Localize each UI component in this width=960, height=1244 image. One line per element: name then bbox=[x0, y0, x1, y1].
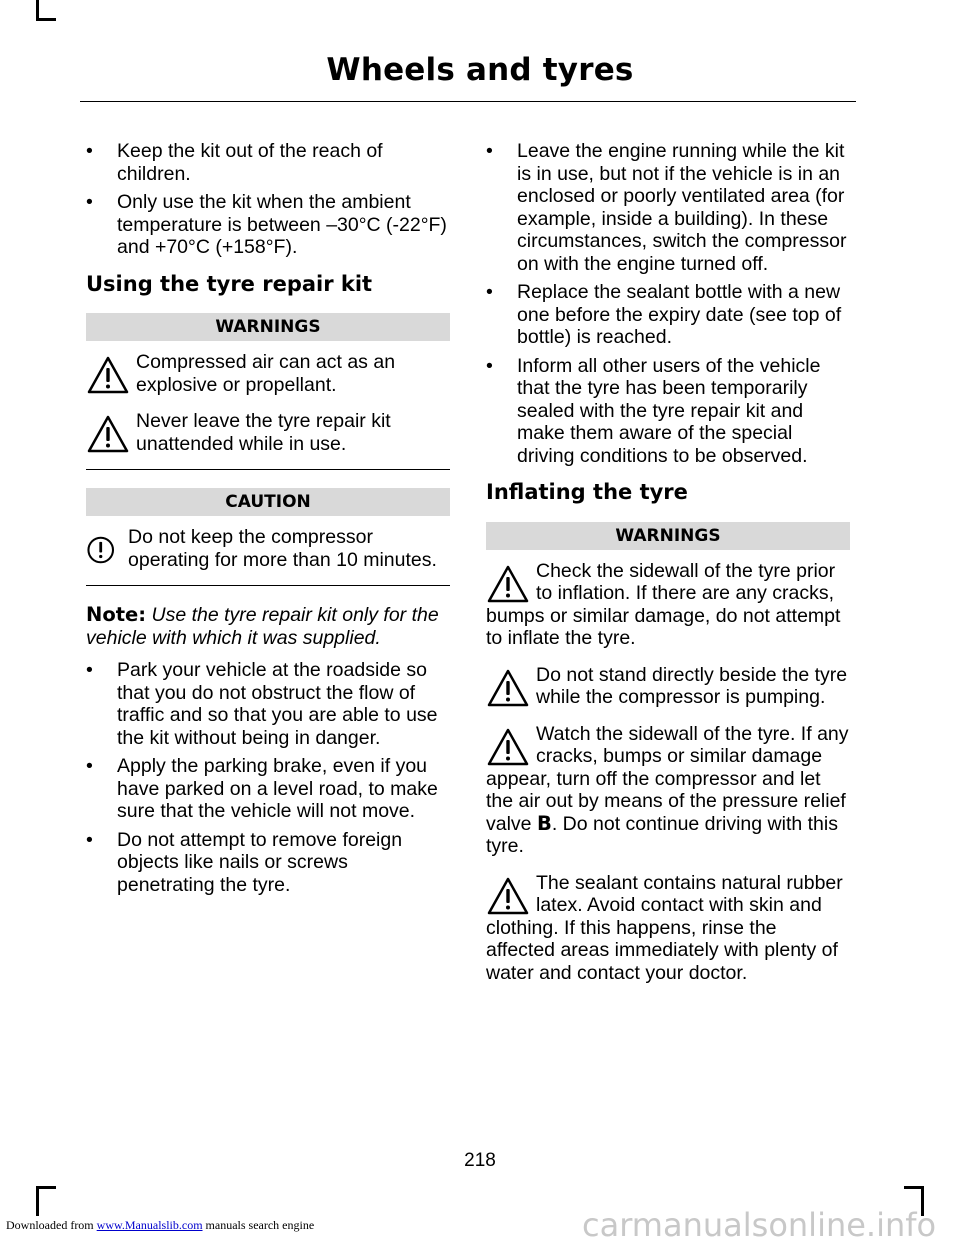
warning-text: Compressed air can act as an explosive or propellant. bbox=[136, 351, 396, 396]
left-column bbox=[86, 140, 450, 902]
note-text: Use the tyre repair kit only for the vehicle with which it was supplied. bbox=[86, 604, 439, 649]
warning-triangle-icon bbox=[86, 414, 130, 454]
warning-triangle-icon bbox=[86, 355, 130, 395]
page-title: Wheels and tyres bbox=[326, 52, 634, 88]
warnings-bar: WARNINGS bbox=[86, 313, 450, 341]
right-column bbox=[486, 140, 850, 998]
watermark: carmanualsonline.info bbox=[582, 1206, 937, 1244]
warning-item bbox=[486, 664, 850, 709]
warning-item bbox=[486, 723, 850, 858]
note-label: Note: bbox=[86, 603, 147, 626]
note bbox=[86, 604, 450, 649]
warning-triangle-icon bbox=[486, 564, 530, 604]
caution-item bbox=[86, 526, 450, 571]
warning-text: Never leave the tyre repair kit unattended while in use. bbox=[136, 410, 391, 455]
warning-text: The sealant contains natural rubber latex. Avoid contact with skin and clothing. If this happens, rinse the affected areas immediately with plenty of water and contact your doctor. bbox=[486, 871, 843, 984]
warning-triangle-icon bbox=[486, 668, 530, 708]
divider bbox=[86, 469, 450, 470]
warning-triangle-icon bbox=[486, 876, 530, 916]
section-heading: Using the tyre repair kit bbox=[86, 271, 373, 296]
manualslib-link[interactable]: www.Manualslib.com bbox=[96, 1218, 203, 1232]
bullet-list bbox=[86, 140, 450, 259]
list-item: • Park your vehicle at the roadside so that you do not obstruct the flow of traffic and so that you are able to use the kit without being in danger. bbox=[86, 659, 438, 749]
valve-letter: B bbox=[536, 811, 552, 835]
crop-mark bbox=[36, 0, 39, 20]
list-item: • Leave the engine running while the kit is in use, but not if the vehicle is in an enclosed or poorly ventilated area (for example, inside a building). In these circumstances, switch the compressor on with the engine turned off. bbox=[486, 140, 847, 275]
section-heading: Inflating the tyre bbox=[486, 480, 688, 504]
divider bbox=[86, 585, 450, 586]
list-item: • Inform all other users of the vehicle that the tyre has been temporarily sealed with the tyre repair kit and make them aware of the special driving conditions to be observed. bbox=[486, 354, 821, 467]
bullet-list bbox=[486, 140, 850, 467]
warning-item bbox=[486, 560, 850, 650]
crop-mark bbox=[36, 1186, 39, 1216]
warning-item bbox=[86, 351, 450, 396]
page-number: 218 bbox=[464, 1150, 496, 1171]
caution-bar: CAUTION bbox=[86, 488, 450, 516]
list-item: • Replace the sealant bottle with a new one before the expiry date (see top of bottle) is reached. bbox=[486, 281, 842, 348]
warning-text: Watch the sidewall of the tyre. If any cracks, bumps or similar damage appear, turn off the compressor and let the air out by means of the pressure relief valve B. Do not continue driving with this tyre. bbox=[486, 722, 849, 857]
title-rule bbox=[80, 101, 856, 102]
list-item: • Keep the kit out of the reach of children. bbox=[86, 140, 383, 185]
warning-text: Check the sidewall of the tyre prior to inflation. If there are any cracks, bumps or similar damage, do not attempt to inflate the tyre. bbox=[486, 559, 841, 649]
caution-text: Do not keep the compressor operating for more than 10 minutes. bbox=[128, 526, 437, 571]
crop-mark bbox=[36, 18, 56, 21]
warning-triangle-icon bbox=[486, 727, 530, 767]
warning-item bbox=[486, 872, 850, 985]
warnings-bar: WARNINGS bbox=[486, 522, 850, 550]
warning-text: Do not stand directly beside the tyre while the compressor is pumping. bbox=[536, 663, 848, 708]
caution-circle-icon bbox=[86, 530, 122, 570]
download-footer: Downloaded from www.Manualslib.com manuals search engine bbox=[6, 1218, 315, 1232]
list-item: • Only use the kit when the ambient temperature is between –30°C (-22°F) and +70°C (+158°F). bbox=[86, 191, 447, 258]
warning-item bbox=[86, 410, 450, 455]
list-item: • Do not attempt to remove foreign objects like nails or screws penetrating the tyre. bbox=[86, 828, 403, 896]
bullet-list bbox=[86, 659, 450, 896]
list-item: • Apply the parking brake, even if you have parked on a level road, to make sure that the vehicle will not move. bbox=[86, 755, 438, 822]
crop-mark bbox=[36, 1186, 56, 1189]
